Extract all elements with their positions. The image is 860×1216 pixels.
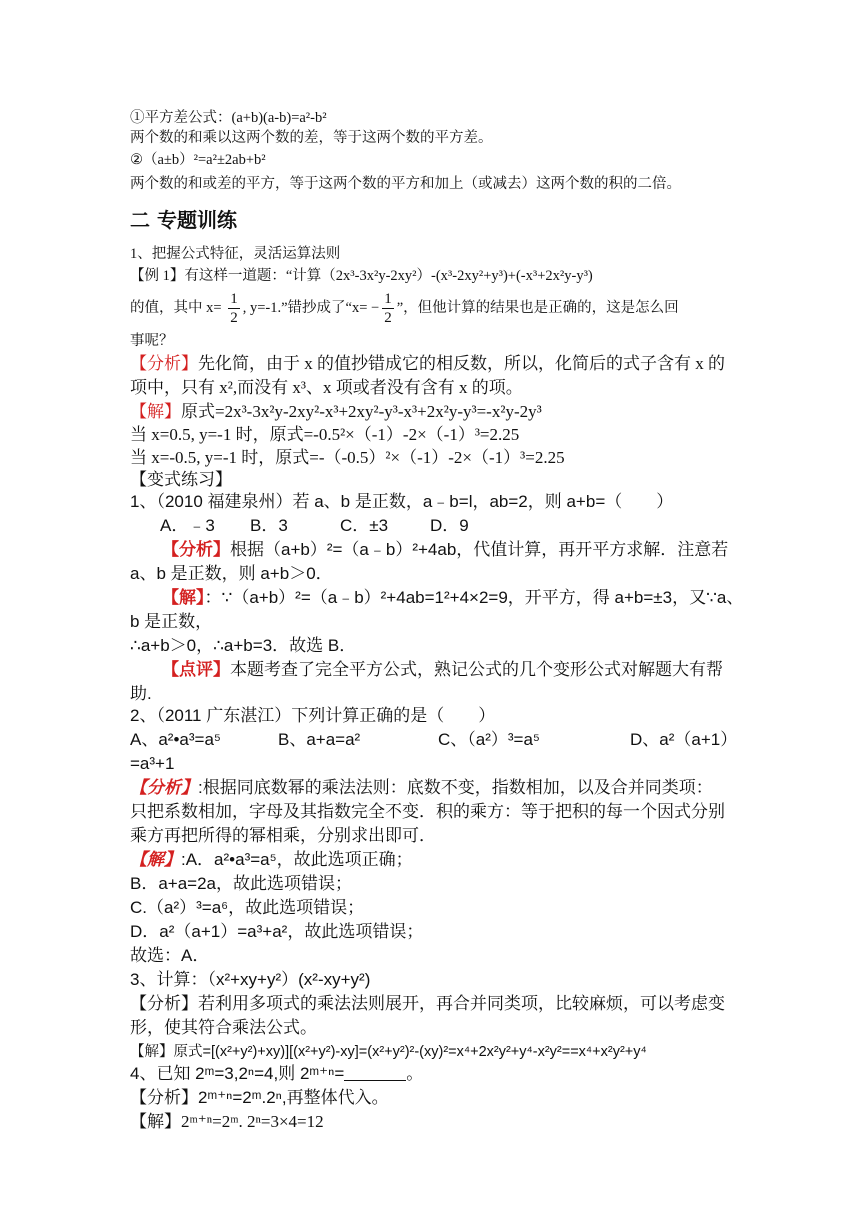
analysis-line1: 根据（a+b）²=（a﹣b）²+4ab，代值计算，再开平方求解．注意若 [230,540,729,559]
problem-4-analysis: 【分析】2ᵐ⁺ⁿ=2ᵐ.2ⁿ,再整体代入。 [130,1088,389,1107]
example-1-analysis [130,352,725,376]
option-a: A．﹣3 [160,516,215,535]
analysis-tag: 【分析】 [162,540,230,559]
problem-1-analysis-line2: a、b 是正数，则 a+b＞0． [130,564,333,583]
problem-2-solution-line2: B．a+a=2a，故此选项错误； [130,874,353,893]
solution-line1: ：∵（a+b）²=（a﹣b）²+4ab=1²+4×2=9，开平方，得 a+b=±3，又∵a、 [204,588,744,607]
problem-2-analysis-line2: 只把系数相加，字母及其指数完全不变．积的乘方：等于把积的每一个因式分别 [130,802,725,821]
example-1-solution [130,400,542,424]
option-d: D、a²（a+1） [630,730,738,749]
question-text: 4、已知 2ᵐ=3,2ⁿ=4,则 2ᵐ⁺ⁿ= [130,1064,345,1083]
formula-perfect-square: ②（a±b）²=a²±2ab+b² [130,152,266,168]
problem-1-options [160,514,469,538]
problem-2-option-d-continued: =a³+1 [130,754,175,773]
fraction-denominator: 2 [384,310,392,327]
minus-sign: − [371,300,380,316]
example-1-question [130,266,593,286]
example-question-line1: 有这样一道题：“计算（2x³-3x²y-2xy²）-(x³-2xy²+y³)+(-x³+2x²y-y³) [184,268,593,284]
solution-line1: 原式=2x³-3x²y-2xy²-x³+2xy²-y³-x³+2x²y-y³=-x²y-2y³ [181,402,542,421]
problem-3-question: 3、计算：（x²+xy+y²）(x²-xy+y²) [130,970,371,989]
formula-1-description: 两个数的和乘以这两个数的差，等于这两个数的平方差。 [130,130,493,146]
solution-line1: :A．a²•a³=a⁵，故此选项正确； [181,850,413,869]
problem-3-analysis-line2: 形，使其符合乘法公式。 [130,1018,317,1037]
problem-2-analysis-line3: 乘方再把所得的幂相乘，分别求出即可． [130,826,436,845]
example-1-question-line3: 事呢？ [130,333,174,349]
option-a: A、a²•a³=a⁵ [130,730,221,749]
problem-4-solution: 【解】2ᵐ⁺ⁿ=2ᵐ. 2ⁿ=3×4=12 [130,1112,324,1131]
solution-tag: 【解】 [162,588,205,607]
problem-2-solution-line5: 故选：A． [130,946,210,965]
problem-4-question [130,1062,423,1086]
answer-blank[interactable] [344,1066,406,1081]
option-b: B、a+a=a² [278,730,361,749]
solution-tag: 【解】 [130,850,181,869]
example-1-question-line2 [130,286,679,330]
problem-1-solution [162,586,743,610]
analysis-tag: 【分析】 [130,354,198,373]
option-c: C．±3 [340,516,389,535]
problem-2-question: 2、（2011 广东湛江）下列计算正确的是（ ） [130,706,496,725]
comment-line1: 本题考查了完全平方公式，熟记公式的几个变形公式对解题大有帮 [230,660,723,679]
problem-2-solution-line4: D．a²（a+1）=a³+a²，故此选项错误； [130,922,424,941]
fraction-denominator: 2 [230,310,238,327]
example-1-solution-line2: 当 x=0.5, y=-1 时，原式=-0.5²×（-1）-2×（-1）³=2.25 [130,425,520,444]
problem-1-analysis [162,538,728,562]
problem-2-solution-line3: C.（a²）³=a⁶，故此选项错误； [130,898,365,917]
topic-heading: 1、把握公式特征，灵活运算法则 [130,246,341,262]
variant-heading: 【变式练习】 [130,470,232,489]
option-d: D．9 [430,516,469,535]
problem-1-question: 1、（2010 福建泉州）若 a、b 是正数，a﹣b=l，ab=2，则 a+b=（ ） [130,492,674,511]
section-title: 二 专题训练 [130,208,237,232]
example-1-solution-line3: 当 x=-0.5, y=-1 时，原式=-（-0.5）²×（-1）-2×（-1）³=2.25 [130,448,565,467]
q2-part-b: , y=-1.”错抄成了“x= [242,300,368,316]
problem-1-solution-line2: b 是正数， [130,612,213,631]
question-end: 。 [406,1064,424,1083]
option-b: B．3 [250,516,288,535]
fraction-numerator: 1 [384,291,392,308]
example-1-analysis-line2: 项中，只有 x²,而没有 x³、x 项或者没有含有 x 的项。 [130,378,523,397]
q2-part-a: 的值，其中 x= [130,300,222,316]
problem-1-comment [162,658,723,682]
solution-tag: 【解】 [130,402,181,421]
option-c: C、（a²）³=a⁵ [438,730,540,749]
analysis-line1: :根据同底数幂的乘法法则：底数不变，指数相加，以及合并同类项： [198,778,713,797]
fraction-numerator: 1 [230,291,238,308]
problem-3-solution: 【解】原式=[(x²+y²)+xy)][(x²+y²)-xy]=(x²+y²)²-(xy)²=x⁴+2x²y²+y⁴-x²y²==x⁴+x²y²+y⁴ [130,1044,647,1060]
problem-2-solution [130,848,413,872]
fraction-half-negative [382,290,394,327]
example-tag: 【例 1】 [130,268,185,284]
problem-1-comment-line2: 助. [130,684,152,703]
problem-2-analysis [130,776,713,800]
formula-difference-of-squares: ①平方差公式：(a+b)(a-b)=a²-b² [130,110,327,126]
fraction-half [228,290,240,327]
analysis-line1: 先化简，由于 x 的值抄错成它的相反数，所以，化简后的式子含有 x 的 [198,354,725,373]
analysis-tag: 【分析】 [130,778,198,797]
q2-part-c: ”，但他计算的结果也是正确的，这是怎么回 [396,300,679,316]
problem-3-analysis: 【分析】若利用多项式的乘法法则展开，再合并同类项，比较麻烦，可以考虑变 [130,994,725,1013]
problem-1-solution-line3: ∴a+b＞0，∴a+b=3．故选 B． [130,636,357,655]
formula-2-description: 两个数的和或差的平方，等于这两个数的平方和加上（或减去）这两个数的积的二倍。 [130,176,681,192]
comment-tag: 【点评】 [162,660,230,679]
